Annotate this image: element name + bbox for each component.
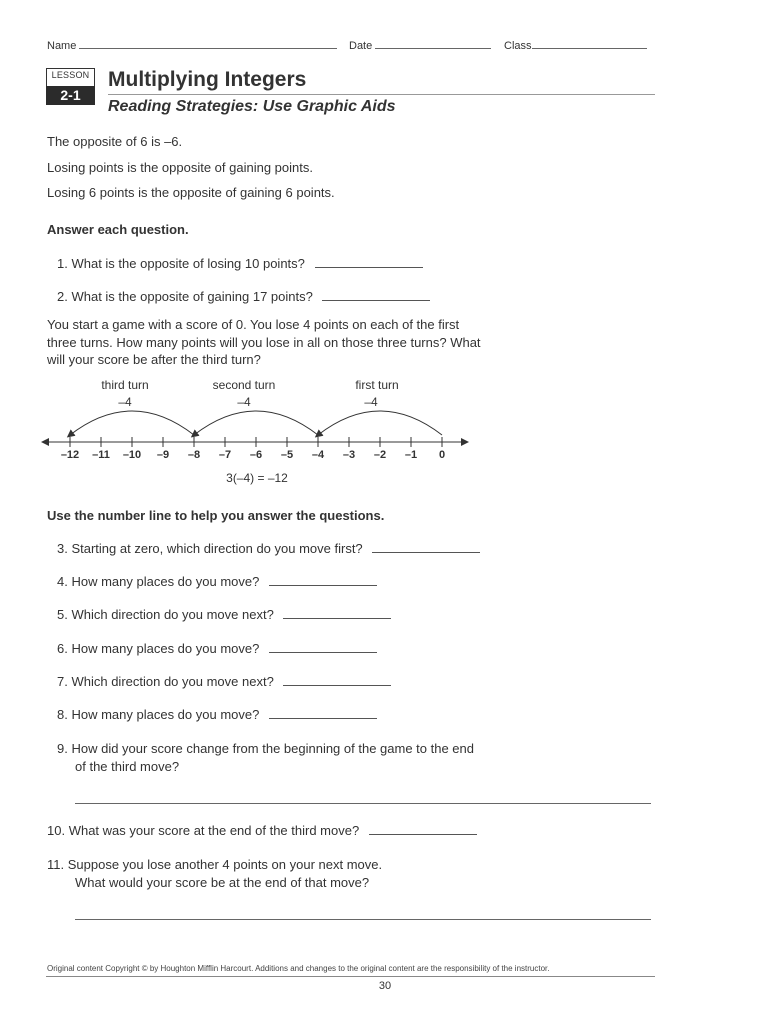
question-5 — [57, 607, 391, 622]
name-label: Name — [47, 40, 77, 52]
question-text: Which direction do you move next? — [71, 674, 274, 689]
footer-divider — [46, 976, 655, 977]
lesson-title: Multiplying Integers — [108, 68, 307, 91]
question-number: 4. — [57, 574, 68, 589]
question-text: How many places do you move? — [71, 641, 260, 656]
page-number: 30 — [378, 980, 392, 992]
tick-label: –12 — [60, 449, 80, 461]
tick-label: –3 — [342, 449, 356, 461]
answer-blank-8[interactable] — [269, 707, 377, 719]
tick-label: –4 — [311, 449, 325, 461]
tick-label: –8 — [187, 449, 201, 461]
tick-label: –7 — [218, 449, 232, 461]
answer-blank-5[interactable] — [283, 607, 391, 619]
question-7 — [57, 674, 391, 689]
axis-right-arrow — [461, 438, 469, 446]
question-text: What is the opposite of gaining 17 points? — [71, 289, 313, 304]
question-number: 10. — [47, 823, 66, 838]
question-number: 6. — [57, 641, 68, 656]
question-number: 1. — [57, 256, 68, 271]
answer-blank-1[interactable] — [315, 256, 423, 268]
name-field — [47, 39, 337, 52]
second-turn-arc — [194, 411, 318, 435]
question-11 — [47, 857, 382, 872]
question-9 — [57, 741, 474, 756]
question-text: How many places do you move? — [71, 707, 260, 722]
intro-line-1: The opposite of 6 is –6. — [47, 134, 183, 149]
question-2 — [57, 289, 430, 304]
class-blank[interactable] — [532, 39, 647, 49]
question-8 — [57, 707, 377, 722]
first-turn-label: first turn — [355, 378, 399, 392]
tick-label: –9 — [156, 449, 170, 461]
title-divider — [108, 94, 655, 95]
third-turn-value: –4 — [118, 395, 132, 409]
answer-blank-7[interactable] — [283, 674, 391, 686]
tick-labels — [40, 449, 470, 465]
third-turn-arc — [70, 411, 194, 435]
class-label: Class — [504, 40, 532, 52]
intro-line-3: Losing 6 points is the opposite of gaining 6 points. — [47, 185, 335, 200]
answer-blank-2[interactable] — [322, 289, 430, 301]
question-number: 8. — [57, 707, 68, 722]
question-11-line-2: What would your score be at the end of that move? — [75, 875, 370, 890]
question-number: 2. — [57, 289, 68, 304]
first-turn-arc — [318, 411, 442, 435]
second-turn-label: second turn — [212, 378, 276, 392]
answer-line-11[interactable] — [75, 919, 651, 920]
tick-label: –2 — [373, 449, 387, 461]
question-text: Starting at zero, which direction do you move first? — [71, 541, 363, 556]
question-6 — [57, 641, 377, 656]
question-1 — [57, 256, 423, 271]
question-number: 5. — [57, 607, 68, 622]
scenario-line-2: three turns. How many points will you lose in all on those three turns? What — [47, 335, 481, 350]
equation: 3(–4) = –12 — [226, 471, 288, 485]
lesson-label: LESSON — [51, 70, 90, 80]
question-text: How did your score change from the beginning of the game to the end — [71, 741, 474, 756]
answer-blank-10[interactable] — [369, 823, 477, 835]
tick-label: –6 — [249, 449, 263, 461]
answer-line-9[interactable] — [75, 803, 651, 804]
question-text: Which direction do you move next? — [71, 607, 274, 622]
question-number: 11. — [47, 857, 65, 872]
date-label: Date — [349, 40, 373, 52]
question-9-line-2: of the third move? — [75, 759, 180, 774]
question-text: How many places do you move? — [71, 574, 260, 589]
name-blank[interactable] — [79, 39, 337, 49]
class-field — [504, 39, 647, 52]
tick-label: 0 — [438, 449, 446, 461]
section-heading-number-line: Use the number line to help you answer the questions. — [47, 508, 385, 523]
answer-blank-6[interactable] — [269, 641, 377, 653]
first-turn-value: –4 — [364, 395, 378, 409]
question-3 — [57, 541, 480, 556]
answer-blank-4[interactable] — [269, 574, 377, 586]
question-text: What was your score at the end of the third move? — [68, 823, 360, 838]
date-blank[interactable] — [375, 39, 491, 49]
scenario-line-1: You start a game with a score of 0. You lose 4 points on each of the first — [47, 317, 460, 332]
tick-label: –10 — [122, 449, 142, 461]
lesson-number: 2-1 — [46, 86, 95, 105]
tick-label: –5 — [280, 449, 294, 461]
question-text: What is the opposite of losing 10 points? — [71, 256, 305, 271]
third-turn-label: third turn — [101, 378, 149, 392]
section-heading-answer: Answer each question. — [47, 222, 189, 237]
lesson-subtitle: Reading Strategies: Use Graphic Aids — [108, 98, 396, 115]
tick-label: –1 — [404, 449, 418, 461]
axis-left-arrow — [41, 438, 49, 446]
copyright-notice: Original content Copyright © by Houghton Mifflin Harcourt. Additions and changes to the original content are the responsibility of the instructor. — [47, 964, 550, 973]
intro-line-2: Losing points is the opposite of gaining points. — [47, 160, 313, 175]
question-4 — [57, 574, 377, 589]
question-number: 9. — [57, 741, 68, 756]
question-10 — [47, 823, 477, 838]
answer-blank-3[interactable] — [372, 541, 480, 553]
tick-label: –11 — [92, 449, 110, 461]
question-number: 7. — [57, 674, 68, 689]
question-text: Suppose you lose another 4 points on your next move. — [67, 857, 383, 872]
date-field — [349, 39, 491, 52]
question-number: 3. — [57, 541, 68, 556]
second-turn-value: –4 — [237, 395, 251, 409]
scenario-line-3: will your score be after the third turn? — [47, 352, 261, 367]
